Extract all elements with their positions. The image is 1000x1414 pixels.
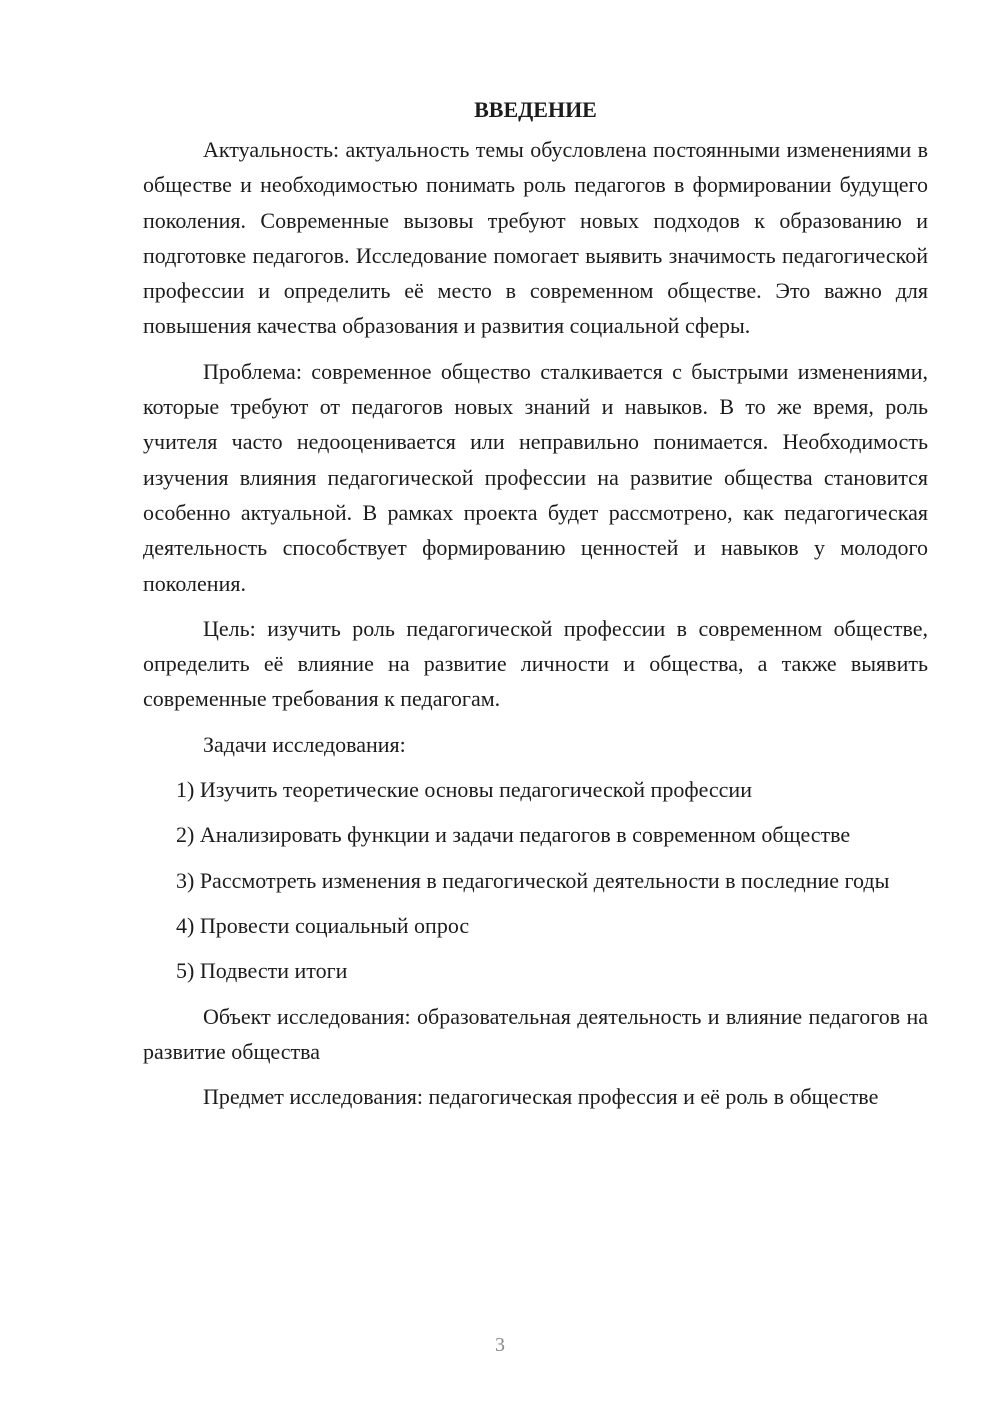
- subject-paragraph: Предмет исследования: педагогическая профессия и её роль в обществе: [203, 1084, 879, 1110]
- object-paragraph: Объект исследования: образовательная деятельность и влияние педагогов на развитие общества: [143, 1003, 928, 1064]
- tasks-heading: Задачи исследования:: [203, 731, 406, 757]
- document-page: [143, 92, 928, 1114]
- task-item-2: 2) Анализировать функции и задачи педагогов в современном обществе: [176, 822, 851, 848]
- page-number: 3: [495, 1334, 505, 1356]
- problem-paragraph: Проблема: современное общество сталкивается с быстрыми изменениями, которые требуют от педагогов новых знаний и навыков. В то же время, роль учителя часто недооценивается или неправильно понимается. Необходимость изучения влияния педагогической профессии на развитие общества становится особенно актуальной. В рамках проекта будет рассмотрено, как педагогическая деятельность способствует формированию ценностей и навыков у молодого поколения.: [143, 358, 928, 596]
- task-item-1: 1) Изучить теоретические основы педагогической профессии: [176, 777, 752, 803]
- relevance-paragraph: Актуальность: актуальность темы обусловлена постоянными изменениями в обществе и необходимостью понимать роль педагогов в формировании будущего поколения. Современные вызовы требуют новых подходов к образованию и подготовке педагогов. Исследование помогает выявить значимость педагогической профессии и определить её место в современном обществе. Это важно для повышения качества образования и развития социальной сферы.: [143, 137, 928, 339]
- task-item-3: 3) Рассмотреть изменения в педагогической деятельности в последние годы: [176, 867, 890, 893]
- task-item-5: 5) Подвести итоги: [176, 958, 348, 984]
- goal-paragraph: Цель: изучить роль педагогической профессии в современном обществе, определить её влияние на развитие личности и общества, а также выявить современные требования к педагогам.: [143, 615, 928, 712]
- task-item-4: 4) Провести социальный опрос: [176, 912, 470, 938]
- page-title: ВВЕДЕНИЕ: [474, 97, 597, 122]
